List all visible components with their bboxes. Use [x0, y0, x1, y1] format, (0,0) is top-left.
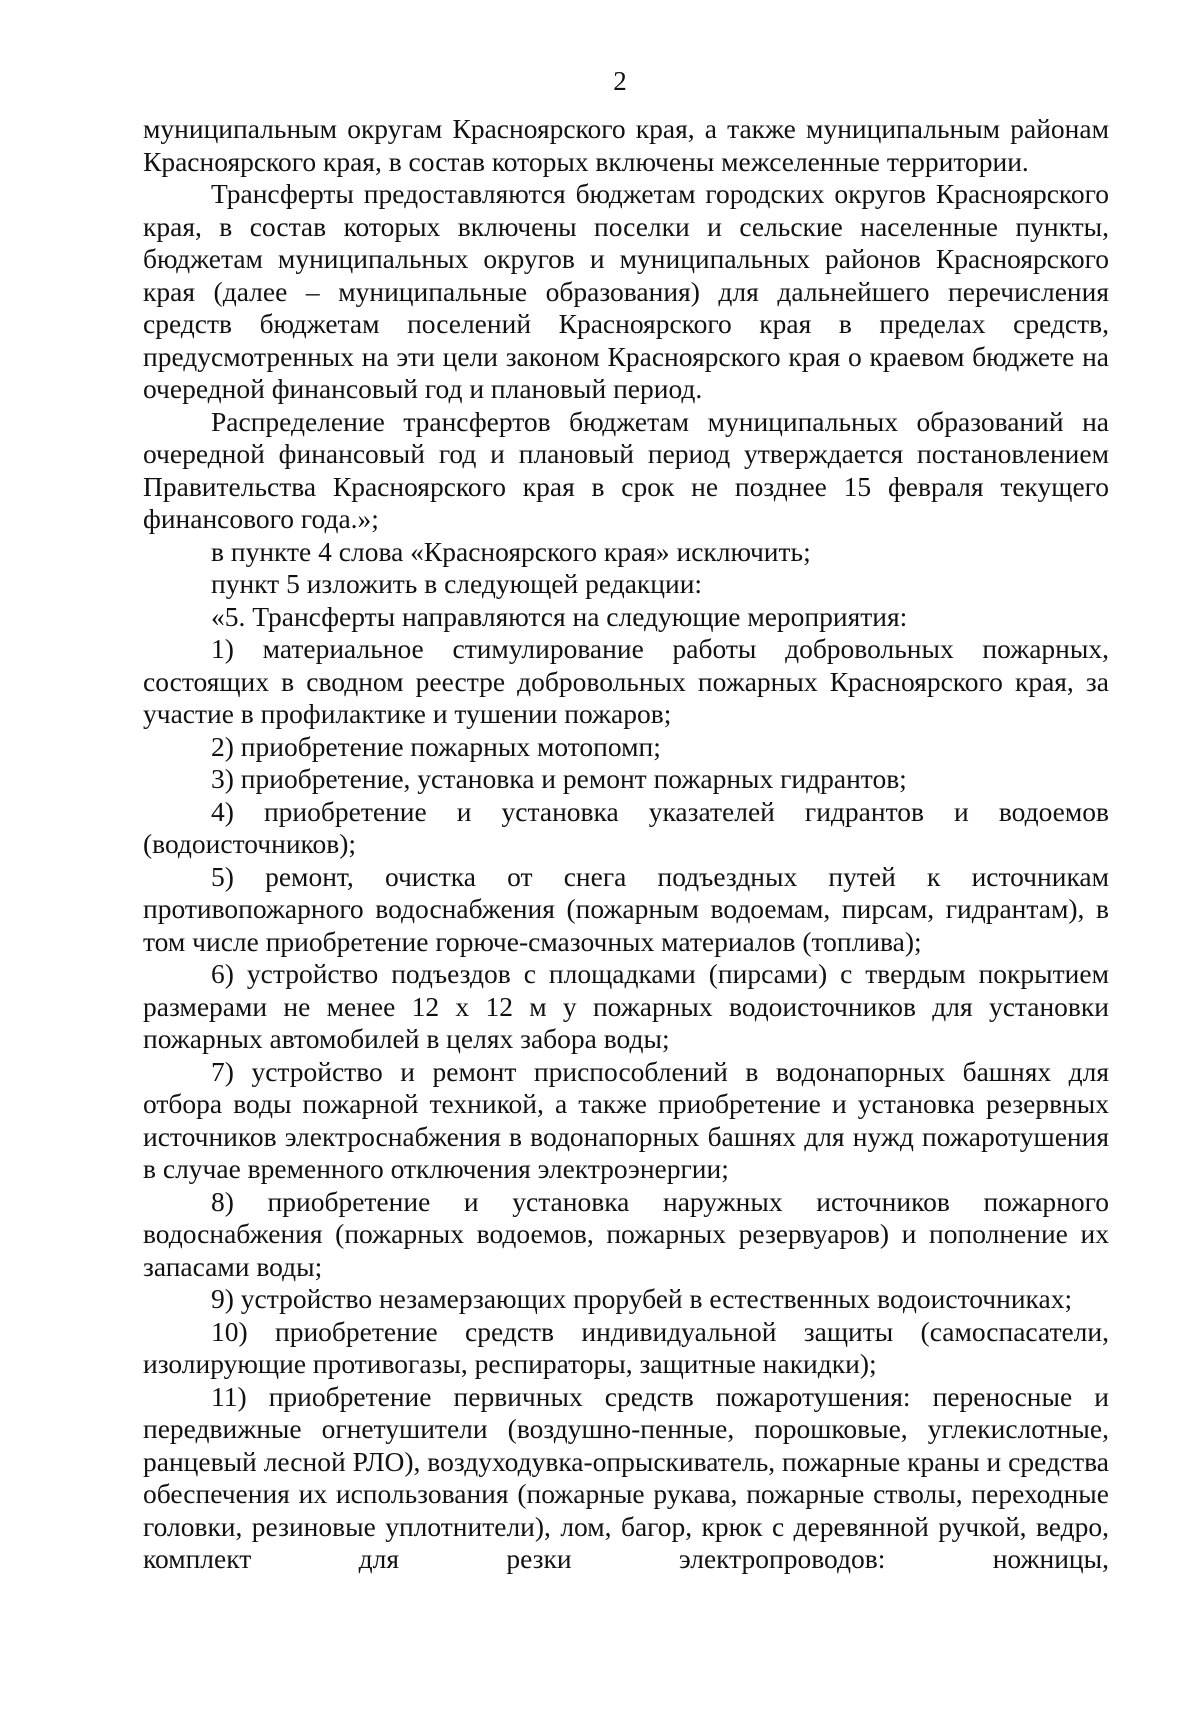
paragraph-point-5-heading: «5. Трансферты направляются на следующие мероприятия:	[211, 600, 908, 632]
list-item-4: 4) приобретение и установка указателей гидрантов и водоемов (водоисточников);	[143, 795, 1109, 859]
paragraph-transfers-provision: Трансферты предоставляются бюджетам городских округов Красноярского края, в состав которых включены поселки и сельские населенные пункты, бюджетам муниципальных округов и муниципальных районов Красноярского края (далее – муниципальные образования) для дальнейшего перечисления средств бюджетам поселений Красноярского края в пределах средств, предусмотренных на эти цели законом Красноярского края о краевом бюджете на очередной финансовый год и плановый период.	[143, 178, 1109, 404]
document-body	[143, 113, 1109, 1576]
list-item-10: 10) приобретение средств индивидуальной защиты (самоспасатели, изолирующие противогазы, респираторы, защитные накидки);	[143, 1315, 1109, 1379]
list-item-2: 2) приобретение пожарных мотопомп;	[211, 730, 661, 762]
list-item-3: 3) приобретение, установка и ремонт пожарных гидрантов;	[211, 763, 907, 794]
list-item-7: 7) устройство и ремонт приспособлений в водонапорных башнях для отбора воды пожарной техникой, а также приобретение и установка резервных источников электроснабжения в водонапорных башнях для нужд пожаротушения в случае временного отключения электроэнергии;	[143, 1055, 1109, 1184]
paragraph-continuation: муниципальным округам Красноярского края, а также муниципальным районам Красноярского края, в состав которых включены межселенные территории.	[143, 113, 1109, 177]
page-number: 2	[613, 66, 627, 96]
paragraph-amendment-point-4: в пункте 4 слова «Красноярского края» исключить;	[211, 535, 811, 567]
list-item-11: 11) приобретение первичных средств пожаротушения: переносные и передвижные огнетушители (воздушно-пенные, порошковые, углекислотные, ранцевый лесной РЛО), воздуходувка-опрыскиватель, пожарные краны и средства обеспечения их использования (пожарные рукава, пожарные стволы, переходные головки, резиновые уплотнители), лом, багор, крюк с деревянной ручкой, ведро, комплект для резки электропроводов: ножницы,	[143, 1380, 1109, 1574]
list-item-5: 5) ремонт, очистка от снега подъездных путей к источникам противопожарного водоснабжения (пожарным водоемам, пирсам, гидрантам), в том числе приобретение горюче-смазочных материалов (топлива);	[143, 860, 1109, 957]
list-item-6: 6) устройство подъездов с площадками (пирсами) с твердым покрытием размерами не менее 12 х 12 м у пожарных водоисточников для установки пожарных автомобилей в целях забора воды;	[143, 958, 1109, 1054]
list-item-8: 8) приобретение и установка наружных источников пожарного водоснабжения (пожарных водоемов, пожарных резервуаров) и пополнение их запасами воды;	[143, 1185, 1109, 1282]
list-item-1: 1) материальное стимулирование работы добровольных пожарных, состоящих в сводном реестре добровольных пожарных Красноярского края, за участие в профилактике и тушении пожаров;	[143, 633, 1109, 729]
paragraph-amendment-point-5: пункт 5 изложить в следующей редакции:	[211, 568, 703, 599]
paragraph-transfers-distribution: Распределение трансфертов бюджетам муниципальных образований на очередной финансовый год и плановый период утверждается постановлением Правительства Красноярского края в срок не позднее 15 февраля текущего финансового года.»;	[143, 405, 1109, 534]
list-item-9: 9) устройство незамерзающих прорубей в естественных водоисточниках;	[211, 1283, 1073, 1314]
